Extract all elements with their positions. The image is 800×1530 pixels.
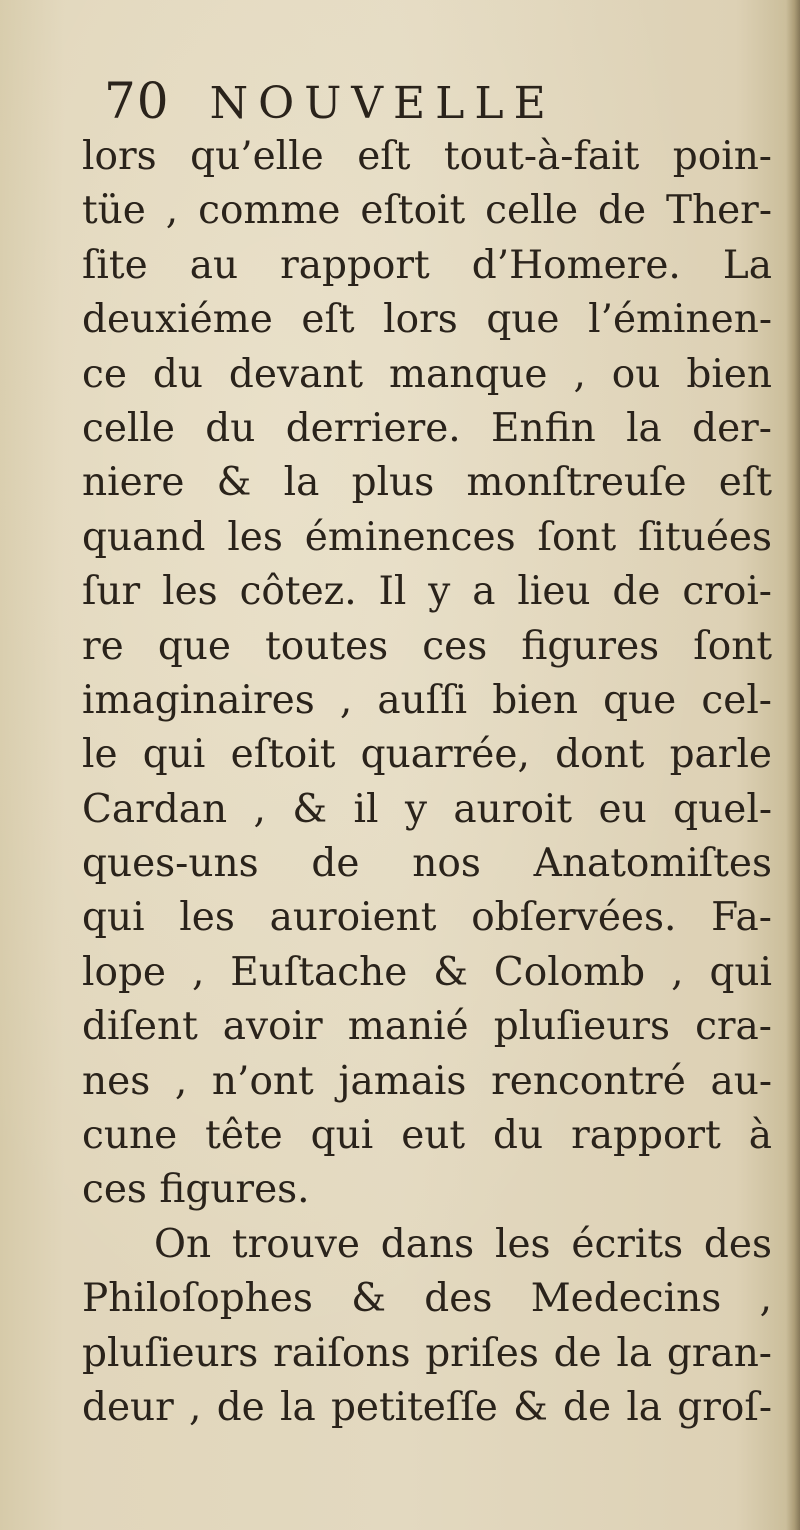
text-line: Cardan , & il y auroit eu quel- xyxy=(82,786,772,832)
text-line: niere & la plus monſtreuſe eſt xyxy=(82,460,772,506)
text-line: lors qu’elle eſt tout-à-fait poin- xyxy=(82,134,772,179)
text-line: deur , de la petiteſſe & de la groſ- xyxy=(82,1384,772,1430)
page-number: 70 xyxy=(104,72,170,130)
text-line: ſur les côtez. Il y a lieu de croi- xyxy=(82,569,772,615)
text-line: pluſieurs raiſons priſes de la gran- xyxy=(82,1330,772,1376)
text-line: le qui eſtoit quarrée, dont parle xyxy=(82,732,772,778)
text-line: re que toutes ces figures ſont xyxy=(82,623,772,669)
text-line: cune tête qui eut du rapport à xyxy=(82,1113,772,1159)
paragraph-first-line: On trouve dans les écrits des xyxy=(154,1221,772,1267)
text-line: tüe , comme eſtoit celle de Ther- xyxy=(82,188,772,234)
text-line: deuxiéme eſt lors que l’éminen- xyxy=(82,297,772,343)
text-line: ce du devant manque , ou bien xyxy=(82,351,772,397)
text-line: Philoſophes & des Medecins , xyxy=(82,1276,772,1322)
text-line: imaginaires , auſſi bien que cel- xyxy=(82,677,772,723)
text-line: lope , Euſtache & Colomb , qui xyxy=(82,949,772,995)
text-line: ſite au rapport d’Homere. La xyxy=(82,242,772,288)
paragraph-last-line: ces figures. xyxy=(82,1167,310,1213)
text-line: qui les auroient obſervées. Fa- xyxy=(82,895,772,941)
text-line: diſent avoir manié pluſieurs cra- xyxy=(82,1004,772,1050)
running-title: NOUVELLE xyxy=(209,78,556,129)
text-line: nes , n’ont jamais rencontré au- xyxy=(82,1058,772,1104)
text-line: celle du derriere. Enfin la der- xyxy=(82,405,772,451)
text-line: quand les éminences ſont ſituées xyxy=(82,514,772,560)
page-edge-shadow xyxy=(786,0,800,1530)
text-line: ques-uns de nos Anatomiſtes xyxy=(82,841,772,887)
body-text xyxy=(82,130,772,1435)
